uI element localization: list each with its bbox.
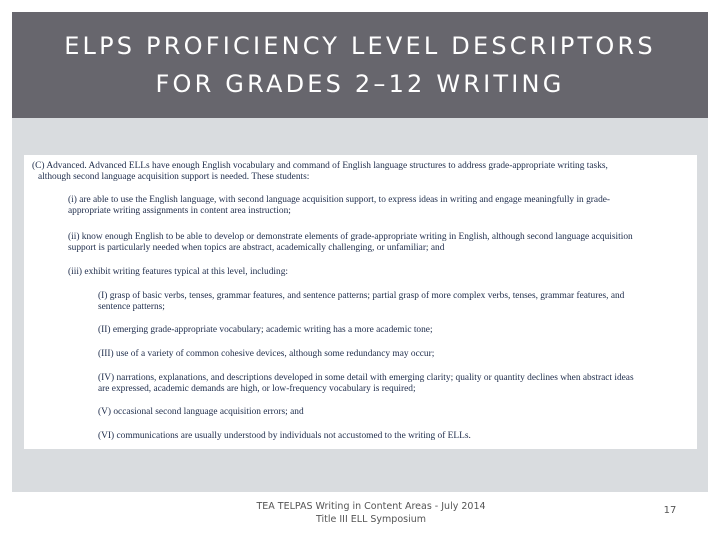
footer-line-1: TEA TELPAS Writing in Content Areas - July 2014 bbox=[256, 501, 486, 512]
sub-item-I-line-1: (I) grasp of basic verbs, tenses, grammar features, and sentence patterns; partial grasp of more complex verbs, tenses, grammar features, and bbox=[98, 291, 625, 301]
sub-item-III: (III) use of a variety of common cohesive devices, although some redundancy may occur; bbox=[98, 349, 435, 359]
sub-item-IV-line-2: are expressed, academic demands are high, or low-frequency vocabulary is required; bbox=[98, 384, 416, 394]
intro-line-2: although second language acquisition support is needed. These students: bbox=[38, 172, 310, 182]
item-ii-line-2: support is particularly needed when topics are abstract, academically challenging, or unfamiliar; and bbox=[68, 243, 445, 253]
title-banner bbox=[12, 12, 708, 118]
slide-title-line-1: ELPS PROFICIENCY LEVEL DESCRIPTORS bbox=[64, 32, 656, 60]
footer-caption bbox=[190, 500, 552, 526]
intro-line-1: (C) Advanced. Advanced ELLs have enough English vocabulary and command of English language structures to address grade-appropriate writing tasks, bbox=[32, 161, 608, 171]
item-i-line-1: (i) are able to use the English language, with second language acquisition support, to express ideas in writing and engage meaningfully in grade- bbox=[68, 195, 611, 205]
footer-line-2: Title III ELL Symposium bbox=[315, 514, 427, 525]
item-i-line-2: appropriate writing assignments in content area instruction; bbox=[68, 206, 291, 216]
document-excerpt bbox=[24, 155, 697, 449]
page-number: 17 bbox=[663, 505, 677, 516]
slide-title-line-2: FOR GRADES 2–12 WRITING bbox=[155, 70, 565, 98]
item-ii-line-1: (ii) know enough English to be able to develop or demonstrate elements of grade-appropriate writing in English, although second language acquisition bbox=[68, 232, 633, 242]
sub-item-V: (V) occasional second language acquisition errors; and bbox=[98, 407, 304, 417]
sub-item-I-line-2: sentence patterns; bbox=[98, 302, 165, 312]
item-iii: (iii) exhibit writing features typical at this level, including: bbox=[68, 267, 288, 277]
sub-item-VI: (VI) communications are usually understood by individuals not accustomed to the writing of ELLs. bbox=[98, 431, 471, 441]
sub-item-II: (II) emerging grade-appropriate vocabulary; academic writing has a more academic tone; bbox=[98, 325, 433, 335]
sub-item-IV-line-1: (IV) narrations, explanations, and descriptions developed in some detail with emerging clarity; quality or quantity declines when abstract ideas bbox=[98, 373, 634, 383]
